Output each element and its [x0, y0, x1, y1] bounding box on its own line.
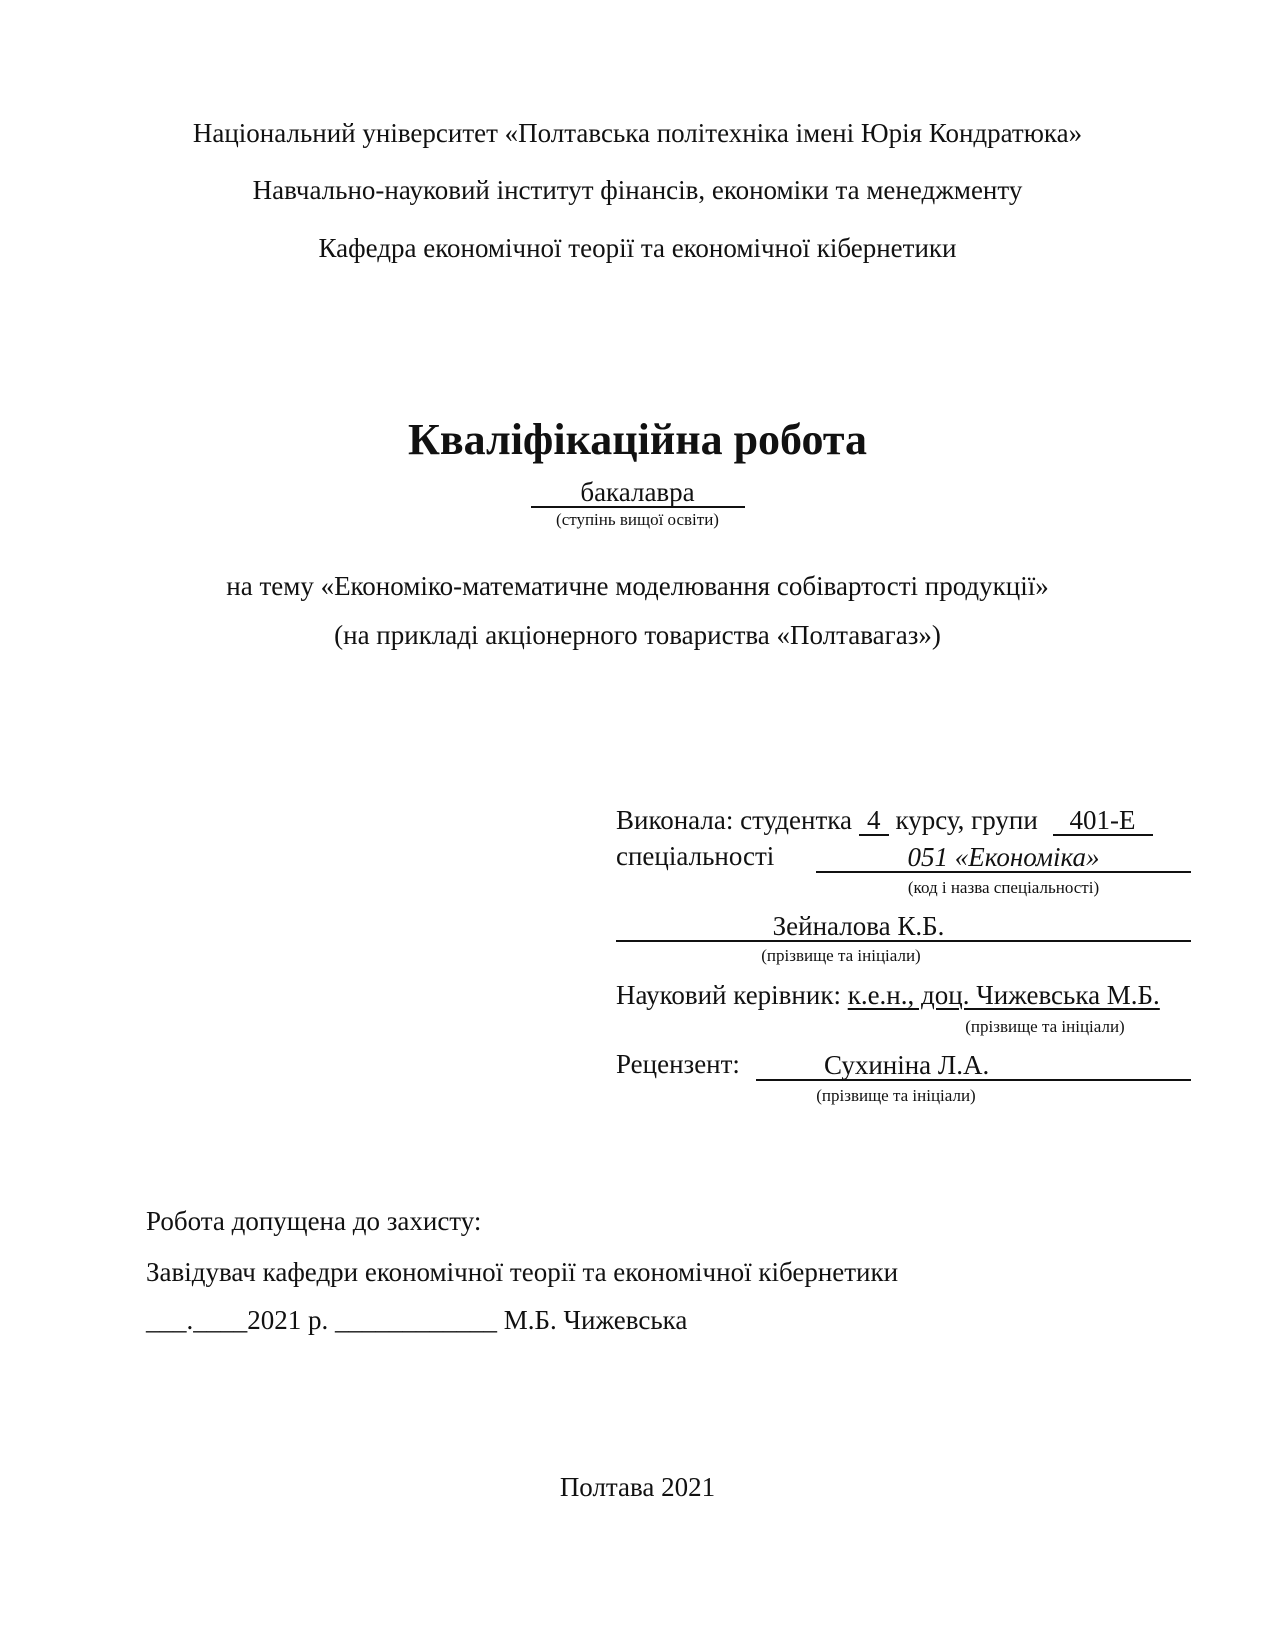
- specialty-value: 051 «Економіка»: [816, 843, 1191, 873]
- reviewer-value: Сухиніна Л.А.: [756, 1051, 1191, 1081]
- document-title: Кваліфікаційна робота: [407, 415, 868, 464]
- performed-row: [616, 806, 1153, 836]
- admission-line: Робота допущена до захисту:: [146, 1206, 482, 1236]
- institute-name: Навчально-науковий інститут фінансів, економіки та менеджменту: [252, 175, 1023, 205]
- performed-label: Виконала: студентка: [616, 805, 852, 835]
- signature-row: [146, 1307, 687, 1334]
- topic-line-2: (на прикладі акціонерного товариства «Полтавагаз»): [334, 620, 941, 650]
- supervisor-caption: (прізвище та ініціали): [965, 1017, 1125, 1036]
- specialty-label: спеціальності: [616, 841, 775, 871]
- reviewer-label: Рецензент:: [616, 1049, 740, 1079]
- supervisor-row: [616, 982, 1160, 1009]
- supervisor-value: к.е.н., доц. Чижевська М.Б.: [847, 980, 1160, 1010]
- degree-value: бакалавра: [531, 478, 745, 508]
- degree-caption: (ступінь вищої освіти): [556, 510, 719, 529]
- student-name: Зейналова К.Б.: [616, 912, 1191, 942]
- department-name: Кафедра економічної теорії та економічної кібернетики: [318, 233, 957, 263]
- student-caption: (прізвище та ініціали): [761, 946, 921, 965]
- course-value: 4: [859, 806, 889, 836]
- city-year: Полтава 2021: [559, 1472, 716, 1502]
- topic-line-1: на тему «Економіко-математичне моделювання собівартості продукції»: [226, 571, 1049, 601]
- head-name: М.Б. Чижевська: [503, 1305, 688, 1335]
- course-label: курсу, групи: [895, 805, 1038, 835]
- reviewer-caption: (прізвище та ініціали): [816, 1086, 976, 1105]
- supervisor-label: Науковий керівник:: [616, 980, 841, 1010]
- university-name: Національний університет «Полтавська політехніка імені Юрія Кондратюка»: [192, 118, 1083, 148]
- specialty-caption: (код і назва спеціальності): [907, 878, 1100, 897]
- date-signature-blank: ___.____2021 р. ____________: [146, 1305, 497, 1335]
- group-value: 401-Е: [1053, 806, 1153, 836]
- head-of-department-line: Завідувач кафедри економічної теорії та економічної кібернетики: [146, 1257, 899, 1287]
